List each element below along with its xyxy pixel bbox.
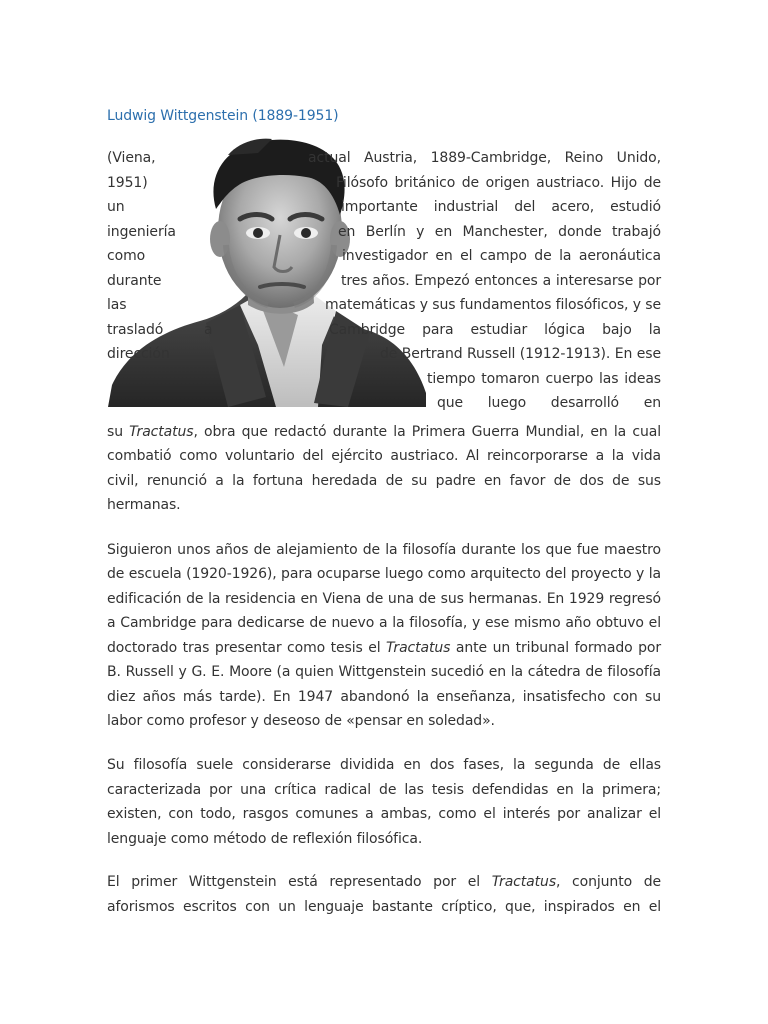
text-fragment: trasladó (107, 321, 164, 338)
wrapped-line-left (107, 342, 170, 367)
text-line (107, 778, 661, 803)
text-fragment: Siguieron unos años de alejamiento de la filosofía durante los que fue maestro (107, 541, 661, 558)
text-fragment: a Cambridge para dedicarse de nuevo a la filosofía, y ese mismo año obtuvo el (107, 615, 661, 631)
text-fragment: un (107, 199, 125, 215)
text-fragment: , conjunto de (556, 874, 661, 890)
wrapped-line-right (341, 269, 661, 294)
text-fragment: investigador en el campo de la aeronáutica (342, 248, 661, 264)
wrapped-line-left (107, 293, 126, 318)
text-fragment: combatió como voluntario del ejército austriaco. Al reincorporarse a la vida (107, 448, 661, 464)
text-fragment: como (107, 248, 146, 264)
text-fragment: a (204, 321, 213, 338)
text-line (107, 444, 661, 469)
wrapped-line-left (107, 244, 145, 269)
text-fragment: 1951) (107, 174, 148, 191)
text-fragment: matemáticas y sus fundamentos filosóficos, y se (325, 297, 661, 313)
text-line (107, 420, 661, 445)
text-fragment: Su filosofía suele considerarse dividida en dos fases, la segunda de ellas (107, 757, 661, 773)
text-fragment: edificación de la residencia en Viena de una de sus hermanas. En 1929 regresó (107, 590, 661, 607)
text-line (107, 753, 661, 778)
wrapped-line-left (107, 146, 155, 171)
text-fragment: tres años. Empezó entonces a interesarse por (341, 272, 661, 289)
page-title[interactable]: Ludwig Wittgenstein (1889-1951) (107, 108, 339, 124)
text-fragment: lenguaje como método de reflexión filosófica. (107, 830, 423, 847)
text-line (107, 685, 661, 710)
text-fragment: , obra que redactó durante la Primera Guerra Mundial, en la cual (193, 423, 661, 440)
text-fragment: (Viena, (107, 150, 156, 166)
italic-title: Tractatus (491, 874, 557, 890)
text-fragment: de Bertrand Russell (1912-1913). En ese (380, 346, 661, 362)
text-line (107, 611, 661, 636)
wrapped-line-right (325, 293, 661, 318)
text-line (107, 562, 661, 587)
text-line (107, 870, 661, 895)
wrapped-line-mid (204, 318, 212, 343)
wrapped-line-left (107, 269, 161, 294)
wrapped-line-left (107, 171, 148, 196)
wrapped-line-left (107, 195, 125, 220)
text-fragment: diez años más tarde). En 1947 abandonó la enseñanza, insatisfecho con su (107, 688, 661, 705)
wrapped-line-right (437, 391, 661, 416)
text-fragment: civil, renunció a la fortuna heredada de su padre en favor de dos de sus (107, 472, 661, 489)
wrapped-line-right (336, 171, 661, 196)
text-fragment: tiempo tomaron cuerpo las ideas (427, 370, 661, 387)
text-line (107, 493, 661, 518)
text-fragment: Cambridge para estudiar lógica bajo la (329, 321, 661, 338)
wrapped-line-left (107, 220, 176, 245)
text-fragment: Filósofo británico de origen austriaco. Hijo de (336, 174, 661, 191)
text-line (107, 827, 661, 852)
wrapped-line-right (380, 342, 661, 367)
text-fragment: labor como profesor y deseoso de «pensar en soledad». (107, 713, 495, 729)
italic-title: Tractatus (129, 423, 194, 440)
text-fragment: aforismos escritos con un lenguaje bastante críptico, que, inspirados en el (107, 898, 661, 915)
wrapped-line-right (341, 195, 661, 220)
text-fragment: que luego desarrolló en (437, 395, 661, 411)
text-line (107, 895, 661, 920)
text-line (107, 636, 661, 661)
wrapped-line-right (329, 318, 661, 343)
text-fragment: de escuela (1920-1926), para ocuparse luego como arquitecto del proyecto y la (107, 566, 661, 582)
text-fragment: ante un tribunal formado por (450, 639, 661, 656)
text-fragment: B. Russell y G. E. Moore (a quien Wittgenstein sucedió en la cátedra de filosofía (107, 664, 661, 680)
text-line (107, 587, 661, 612)
wrapped-line-right (338, 220, 661, 245)
text-fragment: El primer Wittgenstein está representado por el (107, 874, 492, 890)
text-fragment: importante industrial del acero, estudió (341, 199, 661, 215)
text-fragment: caracterizada por una crítica radical de las tesis defendidas en la primera; (107, 781, 661, 798)
text-fragment: existen, con todo, rasgos comunes a ambas, como el interés por analizar el (107, 806, 661, 822)
text-fragment: dirección (107, 346, 170, 362)
italic-title: Tractatus (386, 639, 451, 656)
text-fragment: en Berlín y en Manchester, donde trabajó (338, 223, 661, 240)
text-line (107, 538, 661, 563)
text-fragment: actual Austria, 1889-Cambridge, Reino Unido, (308, 150, 661, 166)
text-fragment: hermanas. (107, 497, 181, 513)
text-fragment: su (107, 423, 130, 440)
wrapped-line-right (308, 146, 661, 171)
wrapped-line-right (342, 244, 661, 269)
text-fragment: las (107, 297, 127, 313)
text-fragment: doctorado tras presentar como tesis el (107, 639, 387, 656)
text-line (107, 802, 661, 827)
wrapped-line-left (107, 318, 163, 343)
wrapped-line-right (427, 367, 661, 392)
text-line (107, 709, 661, 734)
text-line (107, 469, 661, 494)
text-fragment: ingeniería (107, 223, 176, 240)
text-line (107, 660, 661, 685)
text-fragment: durante (107, 272, 162, 289)
